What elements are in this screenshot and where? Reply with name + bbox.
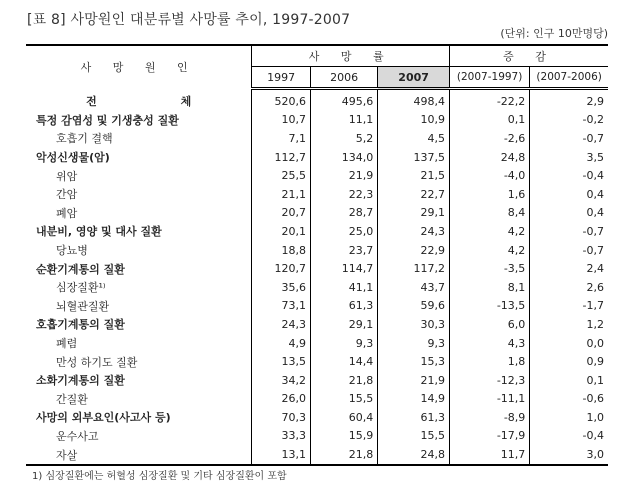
cell-v2007: 21,5 — [378, 166, 450, 185]
cell-d1: 0,1 — [449, 111, 529, 130]
cell-d2: -0,7 — [582, 131, 604, 145]
cause-name: 폐암 — [26, 204, 252, 223]
cell-v2007: 24,8 — [378, 445, 450, 465]
cell-d1: -11,1 — [449, 390, 529, 409]
cell-d2: -1,7 — [582, 299, 604, 313]
cause-name: 전 체 — [26, 89, 252, 111]
table-row — [26, 222, 608, 241]
cell-d1: -4,0 — [449, 166, 529, 185]
cell-v1997: 73,1 — [252, 297, 311, 316]
table-row — [26, 427, 608, 446]
cell-v1997: 21,1 — [252, 185, 311, 204]
table-row — [26, 315, 608, 334]
year-header-1997: 1997 — [252, 67, 311, 89]
cell-v2007: 29,1 — [378, 204, 450, 223]
cell-v1997: 20,1 — [252, 222, 311, 241]
cell-d1: 8,4 — [449, 204, 529, 223]
table-row — [26, 148, 608, 167]
rate-group-header: 사 망 률 — [252, 45, 450, 67]
cell-v2007: 24,3 — [378, 222, 450, 241]
cause-name: 위암 — [26, 166, 252, 185]
cell-v2006: 22,3 — [310, 185, 377, 204]
increase-group-header: 증 감 — [449, 45, 608, 67]
table-row — [26, 241, 608, 260]
cell-v1997: 34,2 — [252, 371, 311, 390]
cause-name: 소화기계통의 질환 — [26, 371, 252, 390]
cause-name: 특정 감염성 및 기생충성 질환 — [26, 111, 252, 130]
cell-v2006: 21,8 — [310, 445, 377, 465]
cell-v1997: 25,5 — [252, 166, 311, 185]
cell-d1: -2,6 — [449, 129, 529, 148]
cell-v2006: 28,7 — [310, 204, 377, 223]
cell-v2007: 22,9 — [378, 241, 450, 260]
cell-d1: -12,3 — [449, 371, 529, 390]
cell-v2007: 43,7 — [378, 278, 450, 297]
cell-v2007: 10,9 — [378, 111, 450, 130]
cell-d2: 0,1 — [586, 373, 604, 387]
cell-v2006: 25,0 — [310, 222, 377, 241]
cell-d2: 0,0 — [586, 336, 604, 350]
cause-name: 간암 — [26, 185, 252, 204]
cell-v1997: 24,3 — [252, 315, 311, 334]
cell-v1997: 10,7 — [252, 111, 311, 130]
cell-d2: -0,6 — [582, 392, 604, 406]
cell-v2007: 14,9 — [378, 390, 450, 409]
cell-v2007: 15,3 — [378, 352, 450, 371]
table-row — [26, 371, 608, 390]
cell-d1: -8,9 — [449, 408, 529, 427]
cell-d2: -0,4 — [582, 169, 604, 183]
table-row — [26, 390, 608, 409]
cell-d2: 1,2 — [586, 317, 604, 331]
cell-d2: 3,0 — [530, 445, 608, 465]
cell-d1: -13,5 — [449, 297, 529, 316]
table-row — [26, 111, 608, 130]
cell-d1: -3,5 — [449, 259, 529, 278]
cell-d1: 1,8 — [449, 352, 529, 371]
cell-v2006: 21,9 — [310, 166, 377, 185]
cell-d2: 1,0 — [586, 410, 604, 424]
table-row — [26, 204, 608, 223]
cause-name: 당뇨병 — [26, 241, 252, 260]
cell-v2006: 14,4 — [310, 352, 377, 371]
cell-v1997: 33,3 — [252, 427, 311, 446]
cell-v2007: 22,7 — [378, 185, 450, 204]
year-header-2006: 2006 — [310, 67, 377, 89]
table-row — [26, 166, 608, 185]
cell-d1: 11,7 — [449, 445, 529, 465]
cause-name: 호흡기계통의 질환 — [26, 315, 252, 334]
cell-d2: 2,6 — [586, 280, 604, 294]
year-header-2007: 2007 — [378, 67, 450, 89]
cell-v1997: 520,6 — [252, 89, 311, 111]
increase-header-long: (2007-1997) — [449, 67, 529, 89]
table-row — [26, 129, 608, 148]
cell-d2: 3,5 — [586, 150, 604, 164]
cell-d2: 0,4 — [586, 187, 604, 201]
cause-name: 심장질환¹⁾ — [26, 278, 252, 297]
cell-v2006: 114,7 — [310, 259, 377, 278]
cell-d1: 8,1 — [449, 278, 529, 297]
cause-name: 뇌혈관질환 — [26, 297, 252, 316]
cell-v1997: 70,3 — [252, 408, 311, 427]
cell-v1997: 4,9 — [252, 334, 311, 353]
cell-v1997: 7,1 — [252, 129, 311, 148]
cell-d1: 4,2 — [449, 222, 529, 241]
footnote: 1) 심장질환에는 허혈성 심장질환 및 기타 심장질환이 포함 — [32, 471, 287, 482]
cell-v2007: 117,2 — [378, 259, 450, 278]
cell-v2007: 15,5 — [378, 427, 450, 446]
cell-v1997: 18,8 — [252, 241, 311, 260]
cell-d2: 2,9 — [586, 94, 604, 108]
cell-d1: 6,0 — [449, 315, 529, 334]
cause-name: 호흡기 결핵 — [26, 129, 252, 148]
cell-v1997: 13,1 — [252, 445, 311, 465]
table-row — [26, 297, 608, 316]
cause-name: 순환기계통의 질환 — [26, 259, 252, 278]
cell-d1: 24,8 — [449, 148, 529, 167]
row-label-header: 사 망 원 인 — [26, 45, 252, 89]
table-row — [26, 185, 608, 204]
cell-v2006: 29,1 — [310, 315, 377, 334]
table-body — [26, 89, 608, 465]
cell-v2006: 41,1 — [310, 278, 377, 297]
cell-d1: 1,6 — [449, 185, 529, 204]
cell-v2006: 61,3 — [310, 297, 377, 316]
cell-v2007: 9,3 — [378, 334, 450, 353]
cell-v1997: 13,5 — [252, 352, 311, 371]
cell-v2006: 9,3 — [310, 334, 377, 353]
table-row — [26, 89, 608, 111]
cell-d2: 2,4 — [586, 262, 604, 276]
cell-v2006: 15,9 — [310, 427, 377, 446]
cell-d1: -17,9 — [449, 427, 529, 446]
cell-v1997: 26,0 — [252, 390, 311, 409]
cell-d1: 4,2 — [449, 241, 529, 260]
unit-note: (단위: 인구 10만명당) — [500, 27, 608, 40]
cell-v2006: 495,6 — [310, 89, 377, 111]
cell-d1: 4,3 — [449, 334, 529, 353]
table-title: [표 8] 사망원인 대분류별 사망률 추이, 1997-2007 — [27, 12, 351, 28]
cell-v2006: 21,8 — [310, 371, 377, 390]
table-row — [26, 278, 608, 297]
cell-v2007: 137,5 — [378, 148, 450, 167]
table-row — [26, 445, 608, 465]
cell-d1: -22,2 — [449, 89, 529, 111]
cell-v2006: 134,0 — [310, 148, 377, 167]
cell-d2: -0,2 — [582, 113, 604, 127]
table-row — [26, 352, 608, 371]
table-row — [26, 408, 608, 427]
mortality-table — [26, 44, 608, 466]
increase-header-short: (2007-2006) — [530, 67, 608, 89]
cell-v2007: 61,3 — [378, 408, 450, 427]
cell-v2006: 11,1 — [310, 111, 377, 130]
cell-v2007: 30,3 — [378, 315, 450, 334]
cell-v1997: 112,7 — [252, 148, 311, 167]
cause-name: 운수사고 — [26, 427, 252, 446]
cell-v2006: 60,4 — [310, 408, 377, 427]
cell-v2006: 15,5 — [310, 390, 377, 409]
cell-v1997: 120,7 — [252, 259, 311, 278]
cause-name: 악성신생물(암) — [26, 148, 252, 167]
cell-v2007: 59,6 — [378, 297, 450, 316]
cell-v1997: 20,7 — [252, 204, 311, 223]
cell-v2007: 4,5 — [378, 129, 450, 148]
cell-d2: -0,7 — [582, 243, 604, 257]
cell-d2: 0,4 — [586, 206, 604, 220]
cell-v2007: 498,4 — [378, 89, 450, 111]
cause-name: 간질환 — [26, 390, 252, 409]
table-row — [26, 334, 608, 353]
cell-v2007: 21,9 — [378, 371, 450, 390]
cell-d2: -0,7 — [582, 224, 604, 238]
cell-v2006: 23,7 — [310, 241, 377, 260]
cause-name: 자살 — [26, 445, 252, 465]
cell-v1997: 35,6 — [252, 278, 311, 297]
cause-name: 만성 하기도 질환 — [26, 352, 252, 371]
cell-d2: -0,4 — [582, 429, 604, 443]
cell-v2006: 5,2 — [310, 129, 377, 148]
cause-name: 내분비, 영양 및 대사 질환 — [26, 222, 252, 241]
cause-name: 사망의 외부요인(사고사 등) — [26, 408, 252, 427]
cause-name: 폐렴 — [26, 334, 252, 353]
cell-d2: 0,9 — [586, 355, 604, 369]
table-row — [26, 259, 608, 278]
